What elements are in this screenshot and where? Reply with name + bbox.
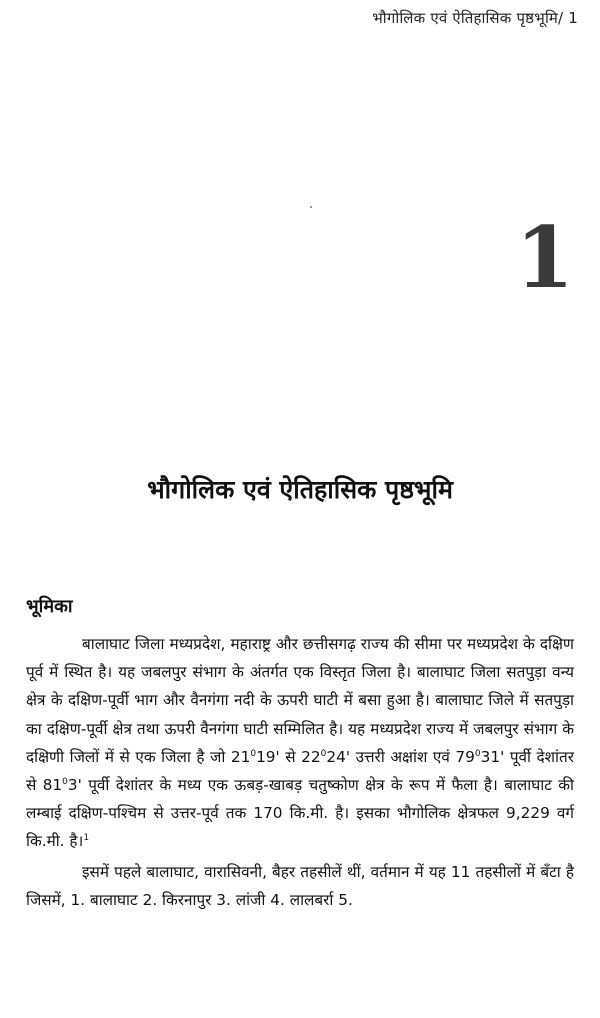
degree-mark: 0: [62, 776, 68, 787]
body-text: [26, 630, 574, 914]
degree-mark: 0: [320, 748, 327, 759]
text-run: 3' पूर्वी देशांतर के मध्य एक ऊबड़-खाबड़ चतुष्कोण क्षेत्र के रूप में फैला है। बालाघाट की लम्बाई दक्षिण-पश्चिम से उत्तर-पूर्व तक 170 कि.मी. है। इसका भौगोलिक क्षेत्रफल 9,229 वर्ग कि.मी. है।: [26, 776, 574, 851]
degree-mark: 0: [250, 748, 257, 759]
chapter-number: 1: [515, 208, 574, 307]
paragraph-1: [26, 630, 574, 856]
text-run: बालाघाट जिला मध्यप्रदेश, महाराष्ट्र और छत्तीसगढ़ राज्य की सीमा पर मध्यप्रदेश के दक्षिण पूर्व में स्थित है। यह जबलपुर संभाग के अंतर्गत एक विस्तृत जिला है। बालाघाट जिला सतपुड़ा वन्य क्षेत्र के दक्षिण-पूर्वी भाग और वैनगंगा नदी के ऊपरी घाटी में बसा हुआ है। बालाघाट जिले में सतपुड़ा का दक्षिण-पूर्वी क्षेत्र तथा ऊपरी वैनगंगा घाटी सम्मिलित है। यह मध्यप्रदेश राज्य में जबलपुर संभाग के दक्षिणी जिलों में से एक जिला है जो 21: [26, 635, 574, 766]
running-head: भौगोलिक एवं ऐतिहासिक पृष्ठभूमि/ 1: [372, 9, 578, 27]
degree-mark: 0: [474, 748, 481, 759]
text-run: 19' से 22: [256, 747, 321, 766]
text-run: 31' पूर्वी देशांतर से 81: [26, 747, 574, 795]
section-heading: भूमिका: [26, 596, 73, 617]
print-speck: [310, 206, 312, 208]
paragraph-2: इसमें पहले बालाघाट, वारासिवनी, बैहर तहसीलें थीं, वर्तमान में यह 11 तहसीलों में बँटा है जिसमें, 1. बालाघाट 2. किरनापुर 3. लांजी 4. लालबर्रा 5.: [26, 862, 574, 909]
footnote-reference: 1: [83, 833, 90, 844]
text-run: 24' उत्तरी अक्षांश एवं 79: [326, 747, 475, 766]
chapter-title: भौगोलिक एवं ऐतिहासिक पृष्ठभूमि: [147, 475, 453, 504]
